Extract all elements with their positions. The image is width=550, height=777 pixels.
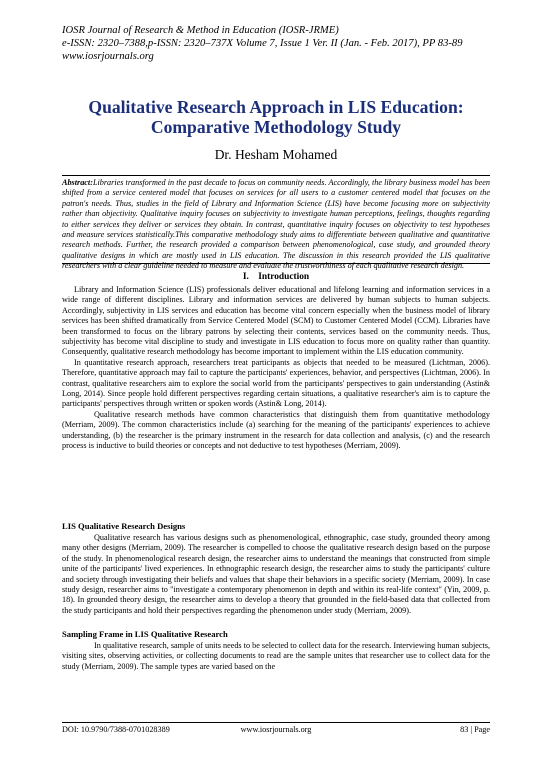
journal-issn: e-ISSN: 2320–7388,p-ISSN: 2320–737X Volume 7, Issue 1 Ver. II (Jan. - Feb. 2017), PP 83-89: [62, 38, 463, 49]
intro-paragraph-1: Library and Information Science (LIS) professionals deliver educational and lifelong learning and information services in a wide range of different disciplines. Library and information services are delivered by human subjects to human subjects. Accordingly, subjectivity in LIS services and education has become vital concern especially when the business model of library services has been shifted dramatically from Service Centered Model (SCM) to Customer Centered Model (CCM). Libraries have been transformed to focus on the library patrons by selecting their contents, services based on the community needs. Thus, subjectivity has become vital discipline to study and investigate in LIS education to focus more on quality rather than quantity. Consequently, qualitative research methodology has become important to implement within the LIS education community.: [62, 285, 490, 357]
abstract-top-rule: [62, 175, 490, 176]
author-name: Dr. Hesham Mohamed: [214, 147, 338, 162]
intro-paragraph-3: Qualitative research methods have common characteristics that distinguish them from quantitative methodology (Merriam, 2009). The common characteristics include (a) searching for the meaning of the participants' experiences to achieve understanding, (b) the researcher is the primary instrument in the research for data collection and analysis, (c) and the research process is inductive to build theories or concepts and not deductive to test hypotheses (Merriam, 2009).: [62, 409, 490, 451]
subsection-heading-sampling: Sampling Frame in LIS Qualitative Research: [62, 629, 228, 639]
journal-name: IOSR Journal of Research & Method in Education (IOSR-JRME): [62, 25, 339, 36]
designs-body: [62, 533, 490, 616]
footer-page-number: 83 | Page: [460, 725, 490, 734]
page-footer: [62, 725, 490, 737]
abstract-bottom-rule: [62, 263, 490, 264]
designs-paragraph: Qualitative research has various designs such as phenomenological, ethnographic, case study, grounded theory among many other designs (Merriam, 2009). The researcher is compelled to choose the qualitative research design based on the purpose of the study. In phenomenological research design, the researcher aims to understand the meanings that constructed from simple unite of the participants' lived experiences. In ethnographic research design, the researcher aims to study the participants' culture and society through investigating their beliefs and values that shape their behaviors in a specific society (Merriam, 2009). In case study design, researcher aims to "investigate a contemporary phenomenon in depth and within its real-life context" (Yin, 2009, p. 18). In grounded theory design, the researcher aims to develop a theory that grounded in the field-based data that collected from the study participants and hold their perspectives regarding the phenomenon under study (Merriam, 2009).: [62, 533, 490, 615]
sampling-paragraph: In qualitative research, sample of units needs to be selected to collect data for the research. Interviewing human subjects, visiting sites, observing activities, or collecting documents to read are the sample unites that researcher use to collect data for the study (Merriam, 2009). The sample types are varied based on the: [62, 641, 490, 671]
journal-website[interactable]: www.iosrjournals.org: [62, 51, 154, 62]
abstract: [62, 178, 490, 272]
introduction-body: [62, 285, 490, 452]
sampling-body: [62, 641, 490, 672]
paper-title: Qualitative Research Approach in LIS Education: Comparative Methodology Study: [88, 97, 464, 137]
section-heading-introduction: I. Introduction: [242, 272, 310, 282]
intro-paragraph-2: In quantitative research approach, researchers treat participants as objects that needed to be measured (Lichtman, 2006). Therefore, quantitative approach may fail to capture the participants' experiences, behavior, and perspectives (Lichtman, 2006). In contrast, qualitative researchers aim to explore the social world from the participants' perspectives to gain understanding (Astin& Long, 2014). Since people hold different perspectives regarding certain situations, a qualitative researcher's aim is to capture the participants' perspectives through written or spoken words (Astin& Long, 2014).: [62, 357, 490, 409]
abstract-label: Abstract:: [62, 178, 93, 187]
footer-rule: [62, 722, 490, 723]
footer-website[interactable]: www.iosrjournals.org: [240, 725, 312, 734]
footer-doi: DOI: 10.9790/7388-0701028389: [62, 725, 170, 734]
abstract-text: Libraries transformed in the past decade to focus on community needs. Accordingly, the library business model has been shifted from a service centered model that focuses on services for all users to a customer centered model that focuses on the patron's needs. Thus, studies in the field of Library and Information Science (LIS) have become focusing more on subjectivity rather than objectivity. Qualitative inquiry focuses on subjectivity to investigate human perceptions, feelings, thoughts regarding to either services they deliver or services they obtain. In contrast, quantitative inquiry focuses on objectivity to test hypotheses and measure services statistically.This comparative methodology study aims to differentiate between qualitative and quantitative research methods. Further, the research provided a comparison between phenomenological, case study, and grounded theory qualitative designs in which are mostly used in LIS education. The discussion in this research provided the LIS qualitative researchers with a clear guideline needed to measure and evaluate the trustworthiness of each qualitative research design.: [62, 178, 490, 271]
journal-header: [62, 24, 492, 63]
subsection-heading-designs: LIS Qualitative Research Designs: [62, 521, 186, 531]
